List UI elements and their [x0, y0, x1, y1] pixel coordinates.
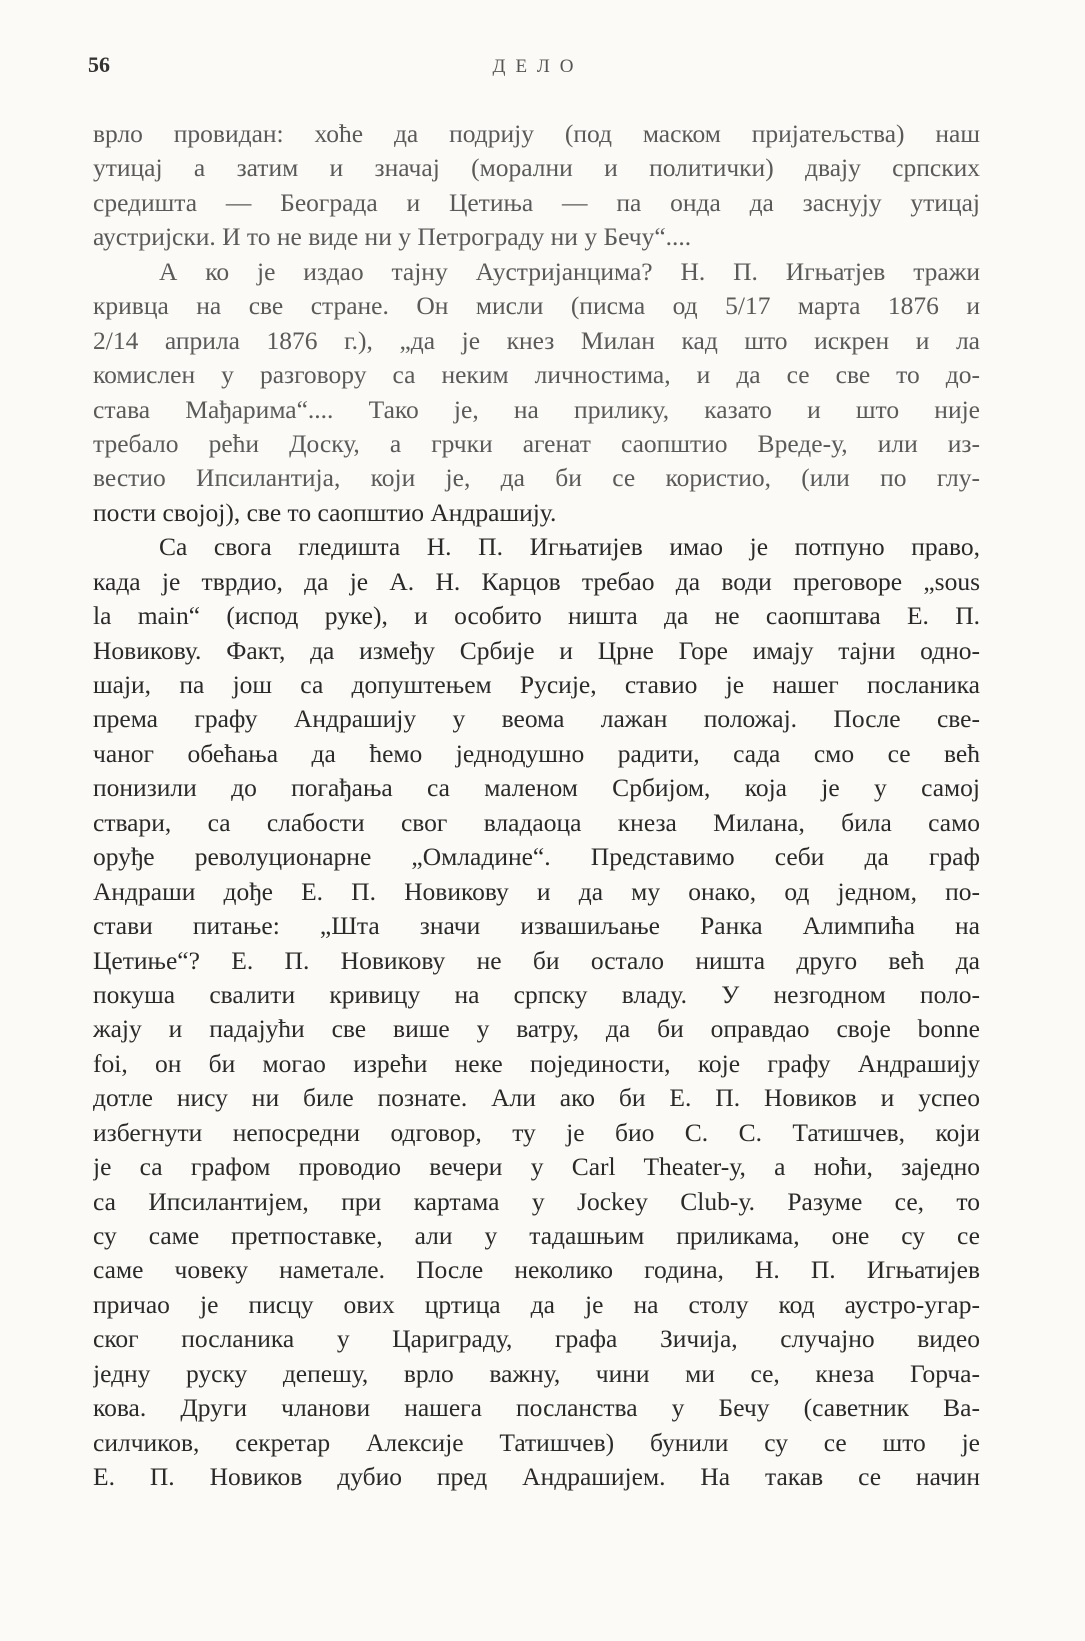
- text-line: понизили до погађања са маленом Србијом, која је у самој: [93, 773, 980, 803]
- text-line: Е. П. Новиков дубио пред Андрашијем. На такав се начин: [93, 1462, 980, 1492]
- text-line: силчиков, секретар Алексије Татишчев) бунили су се што је: [93, 1427, 980, 1457]
- text-line: избегнути непосредни одговор, ту је био С. С. Татишчев, који: [93, 1117, 980, 1147]
- text-line: ског посланика у Цариграду, графа Зичија, случајно видео: [93, 1324, 980, 1354]
- text-line: средишта — Београда и Цетиња — па онда да заснују утицај: [93, 187, 980, 217]
- text-line: става Мађарима“.... Тако је, на прилику, казато и што није: [93, 394, 980, 424]
- text-line: када је тврдио, да је А. Н. Карцов требао да води преговоре „sous: [93, 566, 980, 596]
- text-line: је са графом проводио вечери у Carl Theater-у, а ноћи, заједно: [93, 1152, 980, 1182]
- text-line: кова. Други чланови нашега посланства у Бечу (саветник Ва-: [93, 1393, 980, 1423]
- page-header: [88, 52, 988, 92]
- text-line: дотле нису ни биле познате. Али ако би Е. П. Новиков и успео: [93, 1083, 980, 1113]
- text-line: требало рећи Доску, а грчки агенат саопштио Вреде-у, или из-: [93, 428, 980, 458]
- text-line: покуша свалити кривицу на српску владу. У незгодном поло-: [93, 979, 980, 1009]
- text-line: Андраши дође Е. П. Новикову и да му онако, од једном, по-: [93, 876, 980, 906]
- text-line: пости својој), све то саопштио Андрашију.: [93, 497, 557, 527]
- text-line: са Ипсилантијем, при картама у Jockey Club-у. Разуме се, то: [93, 1186, 980, 1216]
- text-line: су саме претпоставке, али у тадашњим приликама, оне су се: [93, 1221, 980, 1250]
- text-line: чаног обећања да ћемо једнодушно радити, сада смо се већ: [93, 738, 980, 768]
- text-line: вестио Ипсилантија, који је, да би се користио, (или по глу-: [93, 463, 980, 493]
- text-line: утицај а затим и значај (морални и политички) двају српских: [93, 153, 980, 183]
- text-line: 2/14 априла 1876 г.), „да је кнез Милан кад што искрен и ла: [93, 325, 980, 355]
- text-line: Цетиње“? Е. П. Новикову не би остало ништа друго већ да: [93, 945, 980, 975]
- text-line: А ко је издао тајну Аустријанцима? Н. П. Игњатјев тражи: [159, 256, 980, 286]
- text-line: Са свога гледишта Н. П. Игњатијев имао је потпуно право,: [159, 532, 980, 562]
- running-title: ДЕЛО: [492, 56, 584, 77]
- text-line: оруђе револуционарне „Омладине“. Представимо себи да граф: [93, 842, 980, 872]
- text-line: кривца на све стране. Он мисли (писма од 5/17 марта 1876 и: [93, 291, 980, 321]
- text-line: једну руску депешу, врло важну, чини ми се, кнеза Горча-: [93, 1358, 980, 1388]
- text-line: foi, он би могао изрећи неке појединости, које графу Андрашију: [93, 1048, 980, 1078]
- body-text: [93, 117, 980, 1495]
- text-line: врло провидан: хоће да подрију (под маском пријатељства) наш: [93, 119, 980, 148]
- text-line: шаји, па још са допуштењем Русије, ставио је нашег посланика: [93, 670, 980, 699]
- text-line: жају и падајући све више у ватру, да би оправдао своје bonne: [93, 1014, 980, 1044]
- text-line: стави питање: „Шта значи извашиљање Ранка Алимпића на: [93, 911, 980, 941]
- text-line: према графу Андрашију у веома лажан положај. После све-: [93, 704, 980, 734]
- text-line: аустријски. И то не виде ни у Петрограду ни у Бечу“....: [93, 222, 692, 252]
- text-line: ствари, са слабости свог владаоца кнеза Милана, била само: [93, 807, 980, 837]
- text-line: la main“ (испод руке), и особито ништа да не саопштава Е. П.: [93, 601, 980, 631]
- text-line: Новикову. Факт, да између Србије и Црне Горе имају тајни одно-: [93, 635, 980, 665]
- page-number: 56: [88, 52, 110, 77]
- text-line: комислен у разговору са неким личностима, и да се све то до-: [93, 360, 980, 390]
- text-line: причао је писцу ових цртица да је на столу код аустро-угар-: [93, 1289, 980, 1319]
- text-line: саме човеку наметале. После неколико година, Н. П. Игњатијев: [93, 1255, 980, 1285]
